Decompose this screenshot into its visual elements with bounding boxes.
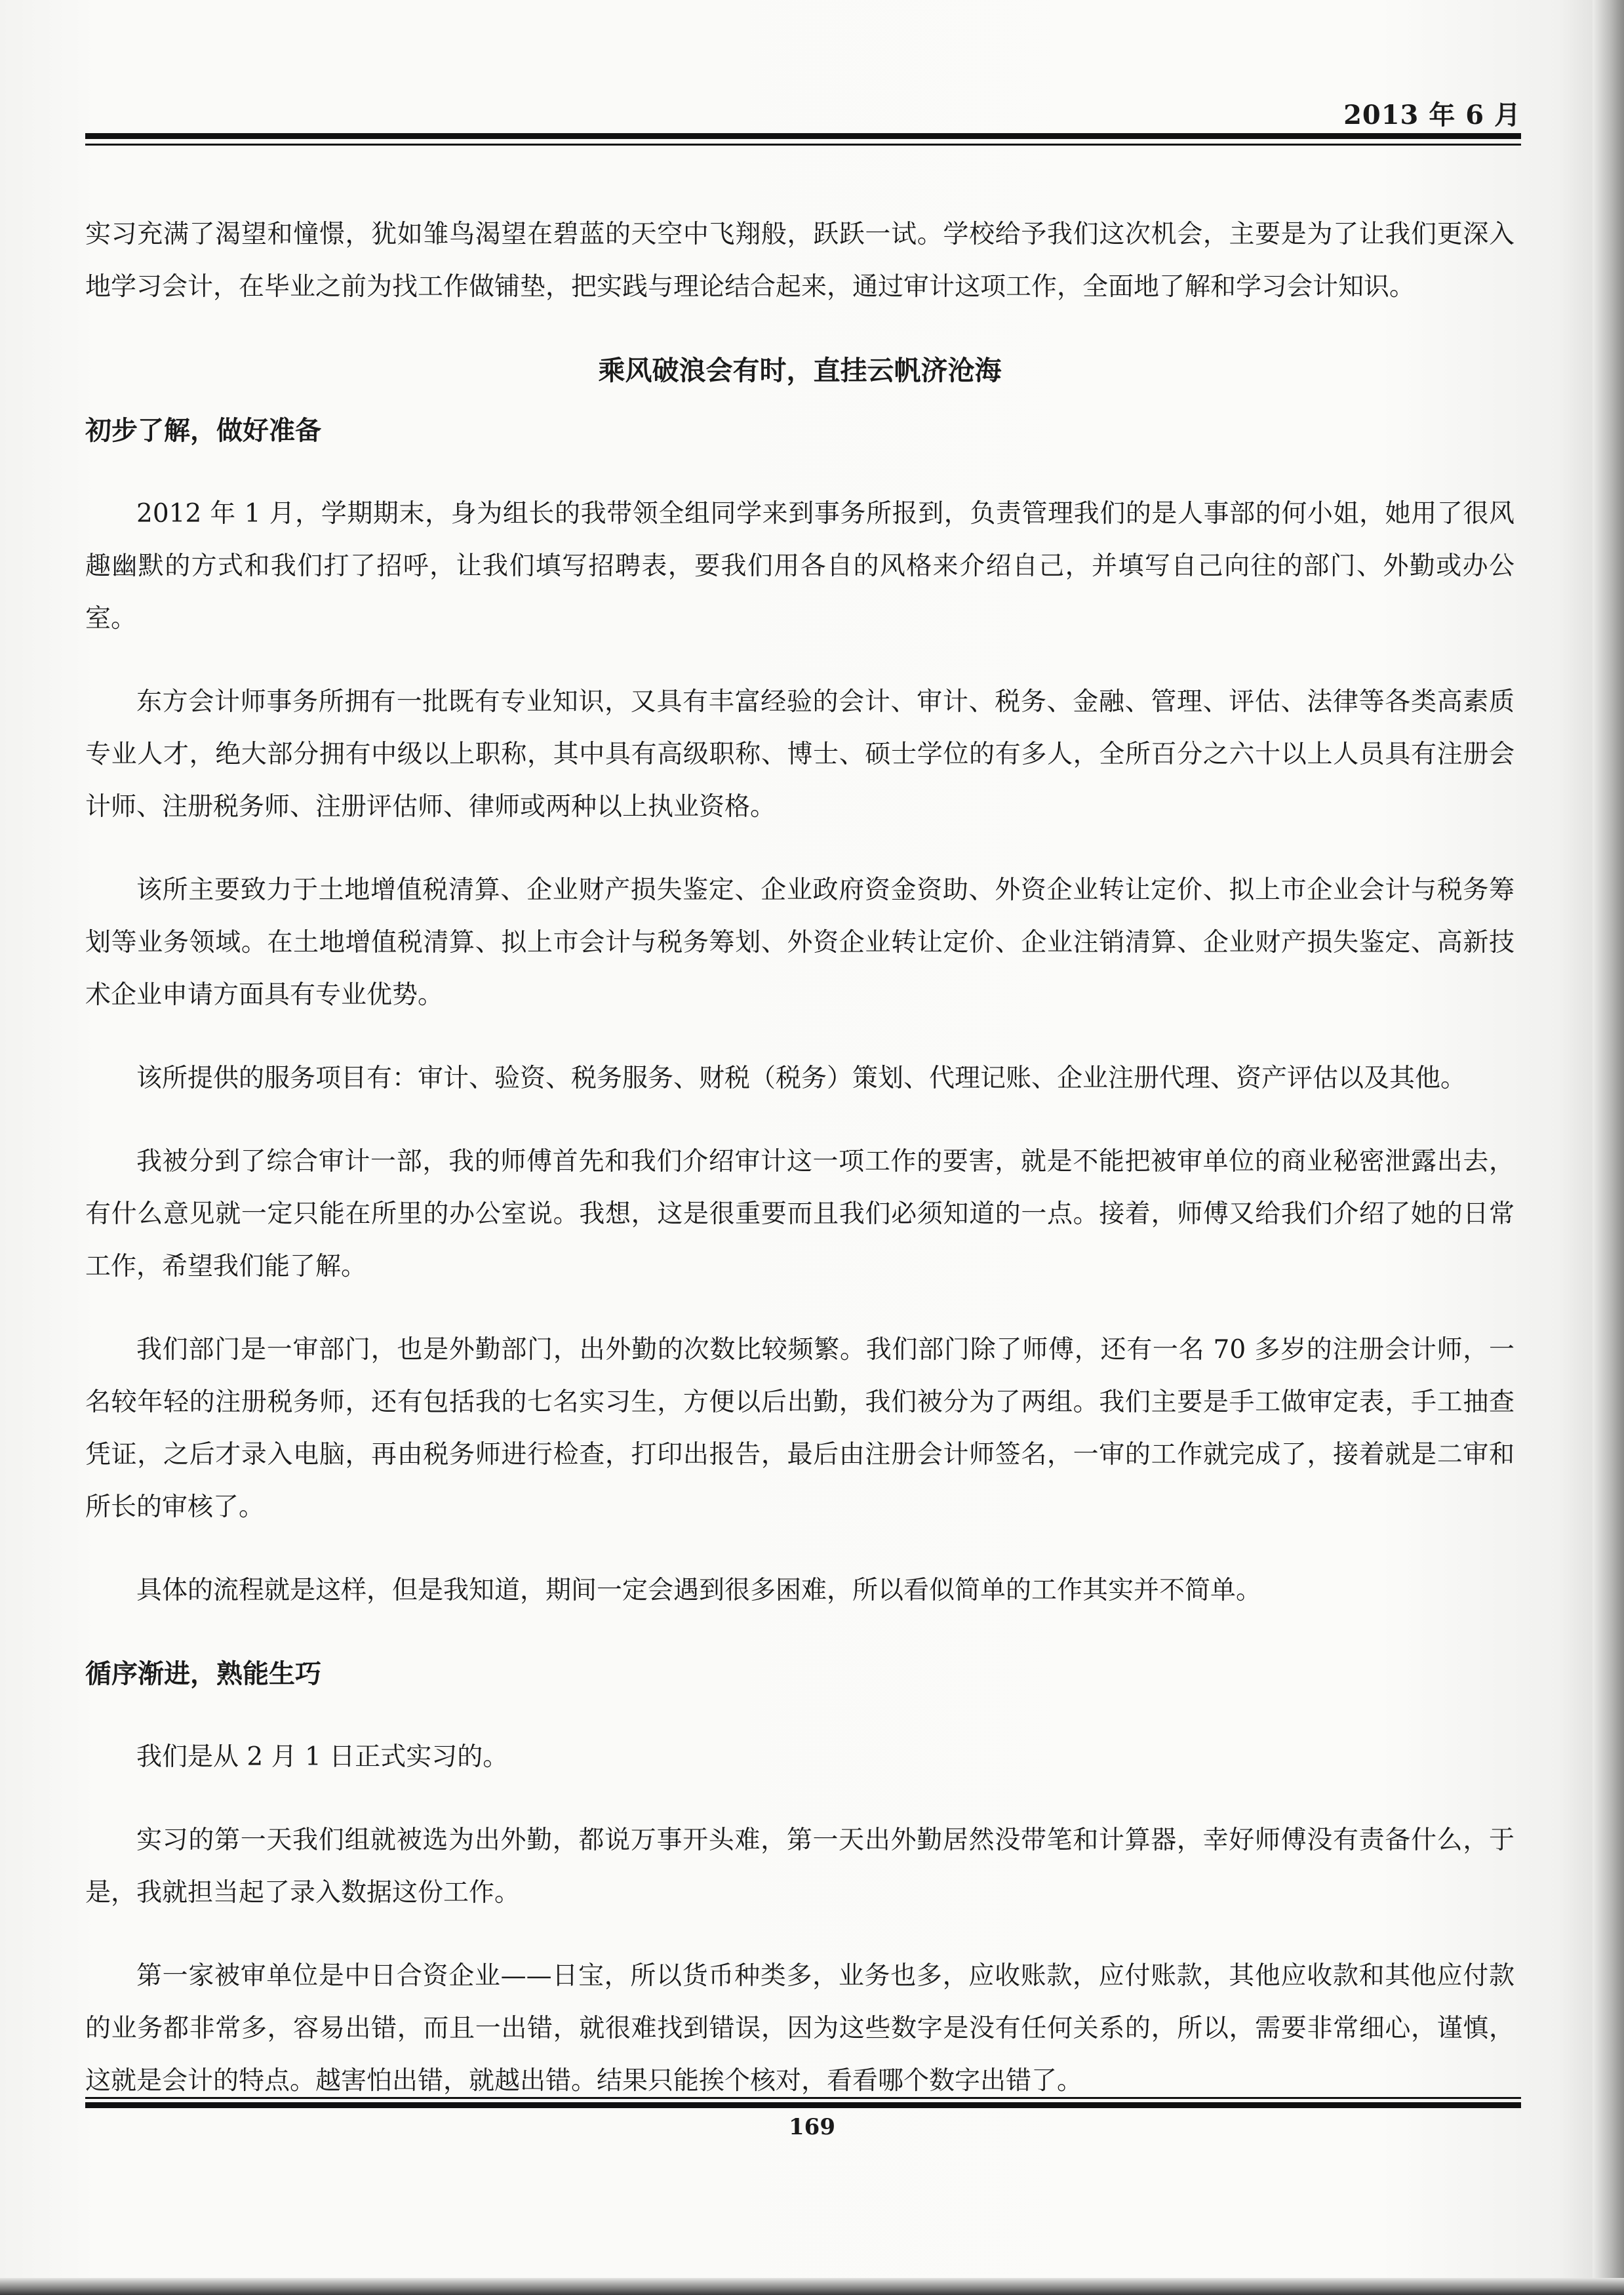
article-section-title: 乘风破浪会有时，直挂云帆济沧海 bbox=[598, 355, 1002, 386]
body-paragraph: 我们部门是一审部门，也是外勤部门，出外勤的次数比较频繁。我们部门除了师傅，还有一名 70 多岁的注册会计师，一名较年轻的注册税务师，还有包括我的七名实习生，方便以后出勤，我们被分为了两组。我们主要是手工做审定表，手工抽查凭证，之后才录入电脑，再由税务师进行检查，打印出报告，最后由注册会计师签名，一审的工作就完成了，接着就是二审和所长的审核了。 bbox=[85, 1335, 1515, 1522]
header-date: 2013 年 6 月 bbox=[1343, 100, 1521, 130]
body-paragraph: 具体的流程就是这样，但是我知道，期间一定会遇到很多困难，所以看似简单的工作其实并不简单。 bbox=[136, 1576, 1262, 1605]
body-paragraph: 我被分到了综合审计一部，我的师傅首先和我们介绍审计这一项工作的要害，就是不能把被审单位的商业秘密泄露出去，有什么意见就一定只能在所里的办公室说。我想，这是很重要而且我们必须知道的一点。接着，师傅又给我们介绍了她的日常工作，希望我们能了解。 bbox=[85, 1147, 1515, 1281]
header-rule-thin bbox=[85, 144, 1521, 146]
body-paragraph: 我们是从 2 月 1 日正式实习的。 bbox=[136, 1742, 509, 1772]
body-paragraph: 第一家被审单位是中日合资企业——日宝，所以货币种类多，业务也多，应收账款，应付账款，其他应收款和其他应付款的业务都非常多，容易出错，而且一出错，就很难找到错误，因为这些数字是没有任何关系的，所以，需要非常细心，谨慎，这就是会计的特点。越害怕出错，就越出错。结果只能挨个核对，看看哪个数字出错了。 bbox=[85, 1961, 1515, 2096]
body-paragraph: 东方会计师事务所拥有一批既有专业知识，又具有丰富经验的会计、审计、税务、金融、管理、评估、法律等各类高素质专业人才，绝大部分拥有中级以上职称，其中具有高级职称、博士、硕士学位的有多人，全所百分之六十以上人员具有注册会计师、注册税务师、注册评估师、律师或两种以上执业资格。 bbox=[85, 687, 1515, 822]
body-paragraph: 2012 年 1 月，学期期末，身为组长的我带领全组同学来到事务所报到，负责管理我们的是人事部的何小姐，她用了很风趣幽默的方式和我们打了招呼，让我们填写招聘表，要我们用各自的风格来介绍自己，并填写自己向往的部门、外勤或办公室。 bbox=[85, 499, 1515, 633]
running-header bbox=[85, 92, 1521, 131]
scan-edge-shadow bbox=[1593, 0, 1624, 2295]
article-body bbox=[85, 209, 1515, 2138]
header-rule-thick bbox=[85, 133, 1521, 139]
footer-rule-thick bbox=[85, 2102, 1521, 2108]
body-paragraph: 该所主要致力于土地增值税清算、企业财产损失鉴定、企业政府资金资助、外资企业转让定价、拟上市企业会计与税务筹划等业务领域。在土地增值税清算、拟上市会计与税务筹划、外资企业转让定价、企业注销清算、企业财产损失鉴定、高新技术企业申请方面具有专业优势。 bbox=[85, 875, 1515, 1010]
body-paragraph: 实习的第一天我们组就被选为出外勤，都说万事开头难，第一天出外勤居然没带笔和计算器，幸好师傅没有责备什么，于是，我就担当起了录入数据这份工作。 bbox=[85, 1826, 1515, 1907]
page-number: 169 bbox=[789, 2114, 835, 2140]
footer-rule-thin bbox=[85, 2097, 1521, 2099]
scan-bottom-edge bbox=[0, 2278, 1624, 2295]
subheading-preparation: 初步了解，做好准备 bbox=[85, 416, 321, 446]
intro-paragraph: 实习充满了渴望和憧憬，犹如雏鸟渴望在碧蓝的天空中飞翔般，跃跃一试。学校给予我们这次机会，主要是为了让我们更深入地学习会计，在毕业之前为找工作做铺垫，把实践与理论结合起来，通过审计这项工作，全面地了解和学习会计知识。 bbox=[85, 220, 1515, 302]
body-paragraph: 该所提供的服务项目有：审计、验资、税务服务、财税（税务）策划、代理记账、企业注册代理、资产评估以及其他。 bbox=[136, 1064, 1467, 1093]
subheading-practice: 循序渐进，熟能生巧 bbox=[85, 1659, 321, 1689]
